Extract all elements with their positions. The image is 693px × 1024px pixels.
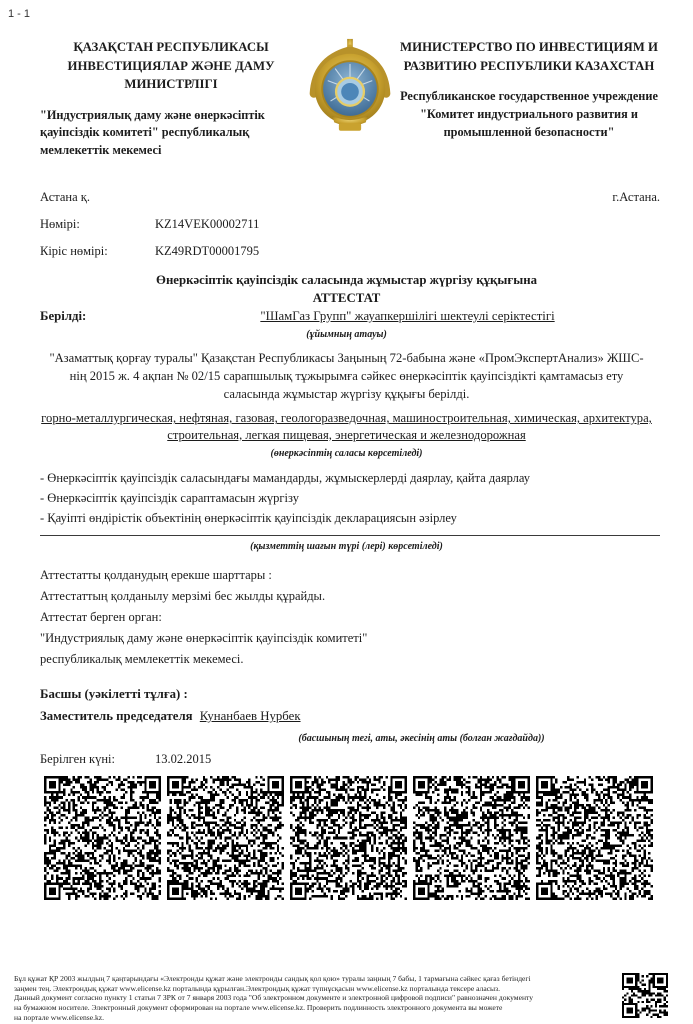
qr-code-row: [44, 776, 693, 900]
footer-line: на портале www.elicense.kz.: [14, 1012, 105, 1022]
title-line1: Өнеркәсіптік қауіпсіздік саласында жұмыстар жүргізу құқығына: [155, 273, 537, 288]
activities-list: [0, 468, 693, 528]
number-label: Нөмірі:: [40, 217, 80, 232]
number-value: KZ14VEK00002711: [155, 217, 260, 232]
qr-code-icon: [413, 776, 530, 900]
footer-line: Бұл құжат ҚР 2003 жылдың 7 қаңтарындағы «Электронды құжат және электронды сандық қол қою» туралы заңның 7 бабы, 1 тармағына сәйкес қағаз бетіндегі: [14, 974, 531, 983]
qr-code-icon: [290, 776, 407, 900]
issued-to-label: Берілді:: [40, 308, 87, 323]
issued-to-row: [0, 309, 693, 324]
industries-caption: (өнеркәсіптің саласы көрсетіледі): [270, 448, 423, 460]
ministry-name-ru: МИНИСТЕРСТВО ПО ИНВЕСТИЦИЯМ И РАЗВИТИЮ РЕСПУБЛИКИ КАЗАХСТАН: [400, 40, 658, 73]
footer-line: Данный документ согласно пункту 1 статьи 7 ЗРК от 7 января 2003 года "Об электронном документе и электронной цифровой подписи" равнозначен документу: [14, 993, 534, 1003]
incoming-number-row: [0, 244, 693, 259]
activity-item: - Қауіпті өндірістік объектінің өнеркәсіптік қауіпсіздік декларациясын әзірлеу: [40, 511, 457, 526]
page-marker: 1 - 1: [8, 8, 31, 20]
city-ru: г.Астана.: [612, 190, 660, 205]
organization-caption: (ұйымның атауы): [306, 328, 387, 340]
condition-line: Аттестаттың қолданылу мерзімі бес жылды құрайды.: [40, 589, 326, 604]
activity-item: - Өнеркәсіптік қауіпсіздік саласындағы мамандарды, жұмыскерлерді даярлау, қайта даярлау: [40, 471, 531, 486]
kazakhstan-state-emblem-icon: [308, 38, 392, 145]
condition-line: "Индустриялық даму және өнеркәсіптік қауіпсіздік комитеті": [40, 631, 368, 646]
city-kk: Астана қ.: [40, 190, 90, 205]
qr-code-icon: [536, 776, 653, 900]
committee-name-kk: "Индустриялық даму және өнеркәсіптік қауіпсіздік комитеті" республикалық мемлекеттік мекемесі: [40, 107, 265, 158]
industries-list: горно-металлургическая, нефтяная, газовая, геологоразведочная, машиностроительная, химическая, архитектура, строительная, легкая пищевая, энергетическая и железнодорожная: [41, 411, 652, 442]
document-title: [0, 272, 693, 308]
ministry-name-kk: ҚАЗАҚСТАН РЕСПУБЛИКАСЫ ИНВЕСТИЦИЯЛАР ЖӘНЕ ДАМУ МИНИСТРЛІГІ: [67, 40, 275, 92]
committee-name-ru: Республиканское государственное учреждение "Комитет индустриального развития и промышленной безопасности": [400, 89, 658, 139]
condition-line: Аттестатты қолданудың ерекше шарттары :: [40, 568, 272, 583]
qr-code-icon: [44, 776, 161, 900]
legal-basis-paragraph: "Азаматтық қорғау туралы" Қазақстан Республикасы Заңының 72-бабына және «ПромЭкспертАнализ» ЖШС-нің 2015 ж. 4 ақпан № 02/15 сарапшылық тұжырымға сәйкес өнеркәсіптік қауіпсіздікті қамтамасыз ету саласында жұмыстар жүргізу құқығы берілді.: [49, 350, 644, 402]
activities-caption: (қызметтің шағын түрі (лері) көрсетіледі): [250, 541, 443, 553]
city-row: [0, 190, 693, 205]
conditions-block: [0, 565, 693, 670]
activity-item: - Өнеркәсіптік қауіпсіздік сараптамасын жүргізу: [40, 491, 299, 506]
divider-line: [40, 535, 660, 536]
header-russian-column: [398, 38, 660, 142]
issue-date-row: [0, 752, 693, 767]
header-kazakh-column: [40, 38, 302, 160]
certificate-number-row: [0, 217, 693, 232]
emblem-container: [305, 38, 395, 145]
footer-line: на бумажном носителе. Электронный документ сформирован на портале www.elicense.kz. Проверить подлинность электронного документа вы можете: [14, 1003, 503, 1013]
incoming-number-label: Кіріс нөмірі:: [40, 244, 108, 259]
issue-date-value: 13.02.2015: [155, 752, 212, 767]
qr-code-small-icon: [622, 973, 668, 1018]
condition-line: республикалық мемлекеттік мекемесі.: [40, 652, 244, 667]
document-header: [0, 0, 693, 160]
incoming-number-value: KZ49RDT00001795: [155, 244, 260, 259]
footer-line: заңмен тең. Электрондық құжат www.elicense.kz порталында құрылған.Электрондық құжат түпнұсқасын www.elicense.kz порталында тексере аласыз.: [14, 983, 501, 993]
condition-line: Аттестат берген орган:: [40, 610, 162, 625]
issue-date-label: Берілген күні:: [40, 752, 115, 767]
title-line2: АТТЕСТАТ: [312, 291, 381, 306]
signatory-name: Кунанбаев Нурбек: [199, 709, 301, 724]
signatory-caption: (басшының тегі, аты, әкесінің аты (болған жағдайда)): [298, 733, 545, 745]
legal-footer: [14, 974, 606, 1023]
signatory-heading: Басшы (уәкілетті тұлға) :: [40, 687, 188, 702]
qr-code-icon: [167, 776, 284, 900]
company-name: "ШамГаз Групп" жауапкершілігі шектеулі серіктестігі: [260, 308, 555, 323]
signatory-row: [0, 709, 693, 724]
signatory-position: Заместитель председателя: [40, 709, 193, 724]
